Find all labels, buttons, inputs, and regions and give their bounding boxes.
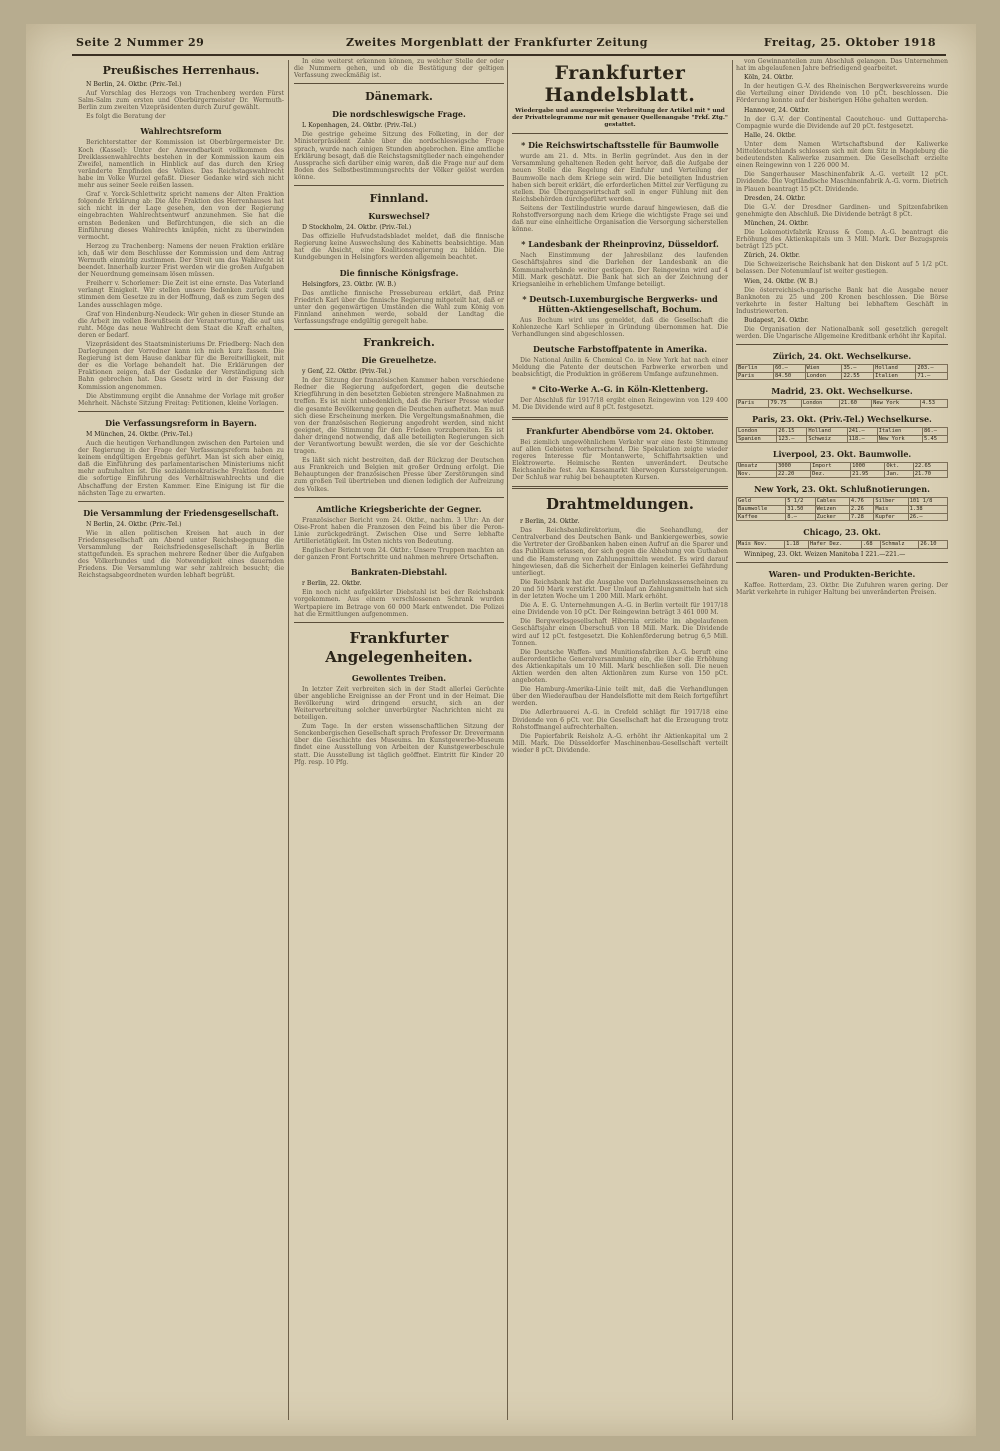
divider (294, 83, 504, 84)
divider (512, 417, 728, 420)
market-table: Umsatz 3000 Import 1000 Okt. 22.65 Nov. 22.20 Dez. 21.95 Jan. 21.70 (736, 462, 948, 478)
column-1 (78, 58, 284, 1426)
article-body: wurde am 21. d. Mts. in Berlin gegründet. Aus den in der Versammlung gehaltenen Reden geht hervor, daß die Aufgabe der neuen Stelle die Regelung der Einfuhr und Verteilung der Baumwolle nach dem Kriege sein wird. Die beteiligten Industrien haben sich bereit erklärt, die erforderlichen Mittel zur Verfügung zu stellen. Die Übergangswirtschaft soll in enger Fühlung mit den Reichsbehörden durchgeführt werden. Seitens der Textilindustrie wurde darauf hingewiesen, daß die Rohstoffversorgung nach dem Kriege die wichtigste Frage sei und daß nur eine einheitliche Organisation die Versorgung sicherstellen könne. (512, 153, 728, 234)
article-heading: Frankfurter Abendbörse vom 24. Oktober. (526, 425, 714, 436)
article-heading: Deutsche Farbstoffpatente in Amerika. (532, 344, 708, 355)
article-body: Die gestrige geheime Sitzung des Folketing, in der der Ministerpräsident Zahle über die nordschleswigsche Frage sprach, wurde nach einigen Stunden abgebrochen. Eine amtliche Erklärung besagt, daß die Reichstagsmitglieder nach eingehender Aussprache sich darüber einig waren, daß die Frage nur auf dem Boden des Selbstbestimmungsrechts der Völker gelöst werden könne. (294, 131, 504, 181)
market-table: Paris 79.75 London 21.60 New York 4.53 (736, 399, 948, 408)
dateline: Dresden, 24. Oktbr. (744, 194, 806, 202)
market-heading: Paris, 23. Okt. (Priv.-Tel.) Wechselkurse. (752, 414, 932, 425)
article-body: Die Lokomotivfabrik Krauss & Comp. A.-G. beantragt die Erhöhung des Aktienkapitals um 3 Mill. Mark. Der Bezugspreis beträgt 125 pCt. (736, 228, 948, 251)
market-table: Mais Nov. 1.18 Hafer Dez. .68 Schmalz 26.10 (736, 540, 948, 549)
column-4 (736, 58, 948, 1426)
dateline: Halle, 24. Oktbr. (744, 131, 796, 139)
article-body: Ein noch nicht aufgeklärter Diebstahl ist bei der Reichsbank vorgekommen. Aus einem verschlossenen Schrank wurden Wertpapiere im Betrage von 60 000 Mark entwendet. Die Polizei hat die Ermittlungen aufgenommen. (294, 589, 504, 618)
divider (512, 486, 728, 489)
article-body: Die österreichisch-ungarische Bank hat die Ausgabe neuer Banknoten zu 25 und 200 Kronen beschlossen. Die Börse verkehrte in fester Haltung bei lebhaftem Geschäft in Industriewerten. (736, 286, 948, 315)
article-body: Nach Einstimmung der Jahresbilanz des laufenden Geschäftsjahres sind die Darlehen der Landesbank an die Kommunalverbände weiter gestiegen. Der Reingewinn wird auf 4 Mill. Mark geschätzt. Die Bank hat sich an der Zeichnung der Kriegsanleihe in erheblichem Umfange beteiligt. (512, 252, 728, 288)
divider (294, 497, 504, 498)
dateline: L Kopenhagen, 24. Oktbr. (Priv.-Tel.) (302, 122, 417, 130)
dateline: Köln, 24. Oktbr. (744, 74, 794, 82)
section-heading: Kurswechsel? (368, 211, 430, 222)
article-body: Auch die heutigen Verhandlungen zwischen den Parteien und der Regierung in der Frage der Verfassungsreform haben zu keinem endgültigen Ergebnis geführt. Man ist sich aber einig, daß die Einführung des parlamentarischen Ministeriums nicht mehr aufzuhalten ist. Die sozialdemokratische Fraktion fordert die sofortige Einführung des Verhältniswahlrechts und die Abschaffung der Ersten Kammer. Eine Einigung ist für die nächsten Tage zu erwarten. (78, 439, 284, 497)
article-heading: Preußisches Herrenhaus. (102, 64, 260, 77)
column-rule (288, 60, 289, 1420)
article-body: In der Sitzung der französischen Kammer haben verschiedene Redner die Regierung aufgefordert, gegen die deutsche Kriegführung in den besetzten Gebieten strengere Maßnahmen zu treffen. Es ist nicht unbedenklich, daß die Pariser Presse wieder die gesamte Bevölkerung gegen die Deutschen aufhetzt. Man muß sich diese Erscheinung merken. Die Vergeltungsmaßnahmen, die von der französischen Regierung angedroht werden, sind nicht geeignet, die Stimmung für den Frieden vorzubereiten. Es ist daher dringend notwendig, daß alle beteiligten Regierungen sich der Verantwortung bewußt werden, die sie vor der Geschichte tragen. Es läßt sich nicht bestreiten, daß der Rückzug der Deutschen aus Frankreich und Belgien mit großer Ordnung erfolgt. Die Behauptungen der französischen Presse über Zerstörungen sind zum großen Teil übertrieben und dienen lediglich der Aufreizung des Volkes. (294, 377, 504, 493)
divider (294, 329, 504, 330)
dateline: N Berlin, 24. Oktbr. (Priv.-Tel.) (86, 520, 182, 528)
market-heading: Chicago, 23. Okt. (803, 527, 881, 538)
market-heading: New York, 23. Okt. Schlußnotierungen. (754, 484, 930, 495)
dateline: N Berlin, 24. Oktbr. (Priv.-Tel.) (86, 81, 182, 88)
market-heading: Madrid, 23. Okt. Wechselkurse. (771, 386, 913, 397)
column-rule (732, 60, 733, 1420)
section-heading: Gewollentes Treiben. (351, 672, 447, 683)
market-table: Berlin 60.— Wien 35.— Holland 203.— Paris 84.50 London 22.55 Italien 71.— (736, 364, 948, 380)
section-title: Frankfurter Angelegenheiten. (325, 628, 473, 666)
article-body: Die National Anilin & Chemical Co. in New York hat nach einer Meldung die Patente der deutschen Farbwerke erworben und beabsichtigt, die Produktion in größerem Umfange aufzunehmen. (512, 357, 728, 379)
article-body: von Gewinnanteilen zum Abschluß gelangen. Das Unternehmen hat im abgelaufenen Jahre befriedigend gearbeitet. (736, 58, 948, 73)
article-body: Die Schweizerische Reichsbank hat den Diskont auf 5 1/2 pCt. belassen. Der Notenumlauf ist weiter gestiegen. (736, 261, 948, 276)
article-body: Auf Vorschlag des Herzogs von Trachenberg werden Fürst Salm-Salm zum ersten und Oberbürgermeister Dr. Wermuth-Berlin zum zweiten Vizepräsidenten durch Zuruf gewählt. Es folgt die Beratung der (78, 90, 284, 121)
divider (78, 501, 284, 502)
divider (512, 133, 728, 134)
article-body: Das Reichsbankdirektorium, die Seehandlung, der Centralverband des Deutschen Bank- und Bankiergewerbes, sowie die Vertreter der Großbanken haben einen Aufruf an die Sparer und das Publikum erlassen, der sich gegen die Abhebung von Guthaben und die Hamsterung von Zahlungsmitteln wendet. Es wird darauf hingewiesen, daß die Sicherheit der Einlagen keinerlei Gefährdung unterliegt. Die Reichsbank hat die Ausgabe von Darlehnskassenscheinen zu 20 und 50 Mark verstärkt. Der Umlauf an Zahlungsmitteln hat sich in der letzten Woche um 1 200 Mill. Mark erhöht. Die A. E. G. Unternehmungen A.-G. in Berlin verteilt für 1917/18 eine Dividende von 10 pCt. Der Reingewinn beträgt 3 461 000 M. Die Bergwerksgesellschaft Hibernia erzielte im abgelaufenen Geschäftsjahr einen Überschuß von 18 Mill. Mark. Die Dividende wird auf 12 pCt. festgesetzt. Die Kohlenförderung betrug 6,5 Mill. Tonnen. Die Deutsche Waffen- und Munitionsfabriken A.-G. beruft eine außerordentliche Generalversammlung ein, die über die Erhöhung des Aktienkapitals um 10 Mill. Mark beschließen soll. Die neuen Aktien werden den alten Aktionären zum Kurse von 150 pCt. angeboten. Die Hamburg-Amerika-Linie teilt mit, daß die Verhandlungen über den Wiederaufbau der Handelsflotte mit dem Reich fortgeführt werden. Die Adlerbrauerei A.-G. in Crefeld schlägt für 1917/18 eine Dividende von 6 pCt. vor. Die Gesellschaft hat die Erzeugung trotz Rohstoffmangel aufrechterhalten. Die Papierfabrik Reisholz A.-G. erhöht ihr Aktienkapital um 2 Mill. Mark. Die Düsseldorfer Maschinenbau-Gesellschaft verteilt wieder 8 pCt. Dividende. (512, 527, 728, 754)
section-heading: Die nordschleswigsche Frage. (332, 109, 466, 120)
article-body: Die Organisation der Nationalbank soll gesetzlich geregelt werden. Die Ungarische Allgemeine Kreditbank erhöht ihr Kapital. (736, 326, 948, 341)
newspaper-page (26, 24, 976, 1436)
divider (294, 185, 504, 186)
article-heading: Die Verfassungsreform in Bayern. (105, 417, 257, 428)
article-heading: * Die Reichswirtschaftsstelle für Baumwolle (521, 140, 719, 151)
page-number: Seite 2 Nummer 29 (76, 36, 205, 49)
article-body: Bei ziemlich ungewöhnlichem Verkehr war eine feste Stimmung auf allen Gebieten vorherrschend. Die Spekulation zeigte wieder regeres Interesse für Montanwerte, Schiffahrtsaktien und Elektrowerte. Heimische Renten unverändert. Deutsche Reichsanleihe fest. Am Kassamarkt überwogen Kurssteigerungen. Der Schluß war ruhig bei behaupteten Kursen. (512, 438, 728, 481)
article-body: Berichterstatter der Kommission ist Oberbürgermeister Dr. Koch (Kassel): Unter der Anwendbarkeit vollkommen des Dreiklassenwahlrechts bestehen in der Kommission kaum ein Zweifel, namentlich in Hinblick auf das durch den Krieg veränderte Empfinden des Volkes. Das Reichstagswahlrecht habe im Volke Wurzel gefaßt. Dieser Gedanke wird sich nicht mehr aus seiner Seele reißen lassen. Graf v. Yorck-Schlettwitz spricht namens der Alten Fraktion folgende Erklärung ab: Die Alte Fraktion des Herrenhauses hat sich nicht in der Lage gesehen, den von der Regierung eingebrachten Wahlrechtsentwurf anzunehmen. Sie hat die ernsten Bedenken und Befürchtungen, die sich an die Einführung dieses Wahlrechts knüpfen, nicht zu überwinden vermocht. Herzog zu Trachenberg: Namens der neuen Fraktion erkläre ich, daß wir dem Beschlusse der Kommission und dem Antrag Wermuth einmütig zustimmen. Der Streit um das Wahlrecht ist beendet. Innerhalb kurzer Frist werden wir die großen Aufgaben der Neuordnung gemeinsam lösen müssen. Freiherr v. Schorlemer: Die Zeit ist eine ernste. Das Vaterland verlangt Einigkeit. Wir stellen unsere Bedenken zurück und stimmen dem Gesetze zu in der Hoffnung, daß es zum Segen des Landes ausschlagen möge. Graf von Hindenburg-Neudeck: Wir gehen in dieser Stunde an die Arbeit im vollen Bewußtsein der Verantwortung, die auf uns ruht. Möge das neue Wahlrecht dem Staat die Kraft erhalten, deren er bedarf. Vizepräsident des Staatsministeriums Dr. Friedberg: Nach den Darlegungen der Vorredner kann ich mich kurz fassen. Die Regierung ist dem Hause dankbar für die Bereitwilligkeit, mit der es die Vorlage behandelt hat. Die Erklärungen der Fraktionen zeigen, daß der Gedanke der Verständigung sich Bahn gebrochen hat. Das Gesetz wird in der Fassung der Kommission angenommen. Die Abstimmung ergibt die Annahme der Vorlage mit großer Mehrheit. Nächste Sitzung Freitag: Petitionen, kleine Vorlagen. (78, 139, 284, 407)
article-body: Das amtliche finnische Pressebureau erklärt, daß Prinz Friedrich Karl über die finnische Regierung mitgeteilt hat, daß er unter den gegenwärtigen Umständen die Wahl zum König von Finnland annehmen werde, sobald der Landtag die Verfassungsfrage endgültig geregelt habe. (294, 289, 504, 325)
section-heading: Bankraten-Diebstahl. (350, 567, 448, 578)
section-heading: Wahlrechtsreform (140, 126, 222, 137)
section-subtitle: Wiedergabe und auszugsweise Verbreitung der Artikel mit * und der Privattelegramme nur mit genauer Quellenangabe "Frkf. Ztg." gestattet. (512, 108, 728, 129)
dateline: y Genf, 22. Oktbr. (Priv.-Tel.) (302, 368, 392, 376)
market-table: Geld 5 1/2 Cables 4.76 Silber 101 1/8 Baumwolle 31.50 Weizen 2.26 Mais 1.38 Kaffee 8.— Zucker 7.28 Kupfer 26.— (736, 497, 948, 521)
divider (736, 344, 948, 345)
article-body: In der G.-V. der Continental Caoutchouc- und Guttapercha-Compagnie wurde die Dividende auf 20 pCt. festgesetzt. (736, 115, 948, 130)
article-heading: Die Versammlung der Friedensgesellschaft. (83, 507, 279, 518)
market-heading: Waren- und Produkten-Berichte. (768, 568, 916, 579)
market-heading: Zürich, 24. Okt. Wechselkurse. (772, 351, 912, 362)
article-heading: Dänemark. (365, 90, 433, 104)
dateline: Zürich, 24. Oktbr. (744, 252, 800, 260)
market-line: Winnipeg, 23. Okt. Weizen Manitoba I 221.—221.— (744, 550, 906, 558)
article-body: Unter dem Namen Wirtschaftsbund der Kaliwerke Mitteldeutschlands schlossen sich mit dem Sitz in Magdeburg die bedeutendsten Kaliwerke zusammen. Die Gesellschaft erzielte einen Reingewinn von 1 226 000 M. Die Sangerhauser Maschinenfabrik A.-G. verteilt 12 pCt. Dividende. Die Vogtländische Maschinenfabrik A.-G. vorm. Dietrich in Plauen beantragt 15 pCt. Dividende. (736, 140, 948, 193)
market-table: London 26.15 Holland 241.— Italien 86.— Spanien 123.— Schweiz 118.— New York 5.45 (736, 427, 948, 443)
dateline: Hannover, 24. Oktbr. (744, 106, 810, 114)
dateline: D Stockholm, 24. Oktbr. (Priv.-Tel.) (302, 224, 412, 232)
column-rule (507, 60, 508, 1420)
dateline: Helsingfors, 23. Oktbr. (W. B.) (302, 280, 397, 288)
article-heading: * Landesbank der Rheinprovinz, Düsseldorf. (521, 239, 719, 250)
section-heading: Die finnische Königsfrage. (339, 267, 459, 278)
article-body: Der Abschluß für 1917/18 ergibt einen Reingewinn von 129 400 M. Die Dividende wird auf 8 pCt. festgesetzt. (512, 397, 728, 412)
header-rule (72, 54, 946, 56)
section-title: Frankfurter Handelsblatt. (544, 62, 696, 106)
article-heading: Amtliche Kriegsberichte der Gegner. (316, 503, 482, 514)
article-heading: Finnland. (369, 192, 429, 206)
dateline: M München, 24. Oktbr. (Priv.-Tel.) (86, 430, 193, 438)
column-2 (294, 58, 504, 1426)
article-heading: * Deutsch-Luxemburgische Bergwerks- und Hütten-Aktiengesellschaft, Bochum. (522, 293, 718, 314)
divider (294, 622, 504, 623)
dateline: r Berlin, 24. Oktbr. (520, 518, 580, 526)
section-heading: Die Greuelhetze. (361, 355, 437, 366)
page-header (26, 32, 976, 54)
market-heading: Liverpool, 23. Okt. Baumwolle. (772, 449, 912, 460)
article-body: Aus Bochum wird uns gemeldet, daß die Gesellschaft die Kohlenzeche Karl Schlieper in Gründung übernommen hat. Die Verhandlungen sind abgeschlossen. (512, 316, 728, 338)
article-body: In letzter Zeit verbreiten sich in der Stadt allerlei Gerüchte über angebliche Ereignisse an der Front und in der Heimat. Die Bevölkerung wird dringend ersucht, sich an der Weiterverbreitung solcher unverbürgter Nachrichten nicht zu beteiligen. Zum Tage. In der ersten wissenschaftlichen Sitzung der Senckenbergischen Gesellschaft sprach Professor Dr. Drevermann über die Geschichte des Museums. Im Kunstgewerbe-Museum findet eine Ausstellung von Arbeiten der Kunstgewerbeschule statt. Die Ausstellung ist täglich geöffnet. Eintritt für Kinder 20 Pfg. resp. 10 Pfg. (294, 685, 504, 766)
section-title: Drahtmeldungen. (545, 495, 695, 514)
dateline: Budapest, 24. Oktbr. (744, 317, 809, 324)
divider (736, 562, 948, 563)
dateline: r Berlin, 22. Oktbr. (302, 580, 362, 588)
article-heading: * Cito-Werke A.-G. in Köln-Klettenberg. (531, 384, 709, 395)
article-heading: Frankreich. (363, 336, 435, 350)
article-body: Wie in allen politischen Kreisen hat auch in der Friedensgesellschaft am Abend unter Reichsbegegnung die Versammlung der Reichsfriedensgesellschaft in Berlin stattgefunden. Es sprachen mehrere Redner über die Aufgaben des Völkerbundes und die Notwendigkeit eines dauernden Friedens. Die Versammlung war sehr zahlreich besucht; die Reichstagsabgeordneten wurden lebhaft begrüßt. (78, 529, 284, 580)
article-body: In der heutigen G.-V. des Rheinischen Bergwerksvereins wurde die Verteilung einer Dividende von 10 pCt. beschlossen. Die Förderung konnte auf der bisherigen Höhe gehalten werden. (736, 83, 948, 105)
dateline: München, 24. Oktbr. (744, 219, 809, 227)
dateline: Wien, 24. Oktbr. (W. B.) (744, 277, 818, 285)
column-3 (512, 58, 728, 1426)
article-body: In eine weiterst erkennen können, zu welcher Stelle der oder die Nummern gehen, und ob die Bestätigung der geltigen Verfassung zweckmäßig ist. (294, 58, 504, 80)
article-body: Das offizielle Hufvudstadsbladet meldet, daß die finnische Regierung keine Auswechslung des Kabinetts beabsichtige. Man hat die Absicht, eine Koalitionsregierung zu bilden. Die Kundgebungen in Helsingfors werden allgemein beachtet. (294, 233, 504, 262)
masthead: Zweites Morgenblatt der Frankfurter Zeitung (346, 36, 648, 49)
article-body: Kaffee. Rotterdam, 23. Oktbr. Die Zufuhren waren gering. Der Markt verkehrte in ruhiger Haltung bei unveränderten Preisen. (736, 581, 948, 596)
article-body: Die G.-V. der Dresdner Gardinen- und Spitzenfabriken genehmigte den Abschluß. Die Dividende beträgt 8 pCt. (736, 203, 948, 218)
divider (78, 411, 284, 412)
issue-date: Freitag, 25. Oktober 1918 (763, 36, 936, 49)
article-body: Französischer Bericht vom 24. Oktbr., nachm. 3 Uhr: An der Oise-Front haben die Franzosen den Feind bis über die Peron-Linie zurückgedrängt. Zwischen Oise und Serre lebhafte Artillerietätigkeit. Im Osten nichts von Bedeutung. Englischer Bericht vom 24. Oktbr.: Unsere Truppen machten an der ganzen Front Fortschritte und nahmen mehrere Ortschaften. (294, 516, 504, 562)
